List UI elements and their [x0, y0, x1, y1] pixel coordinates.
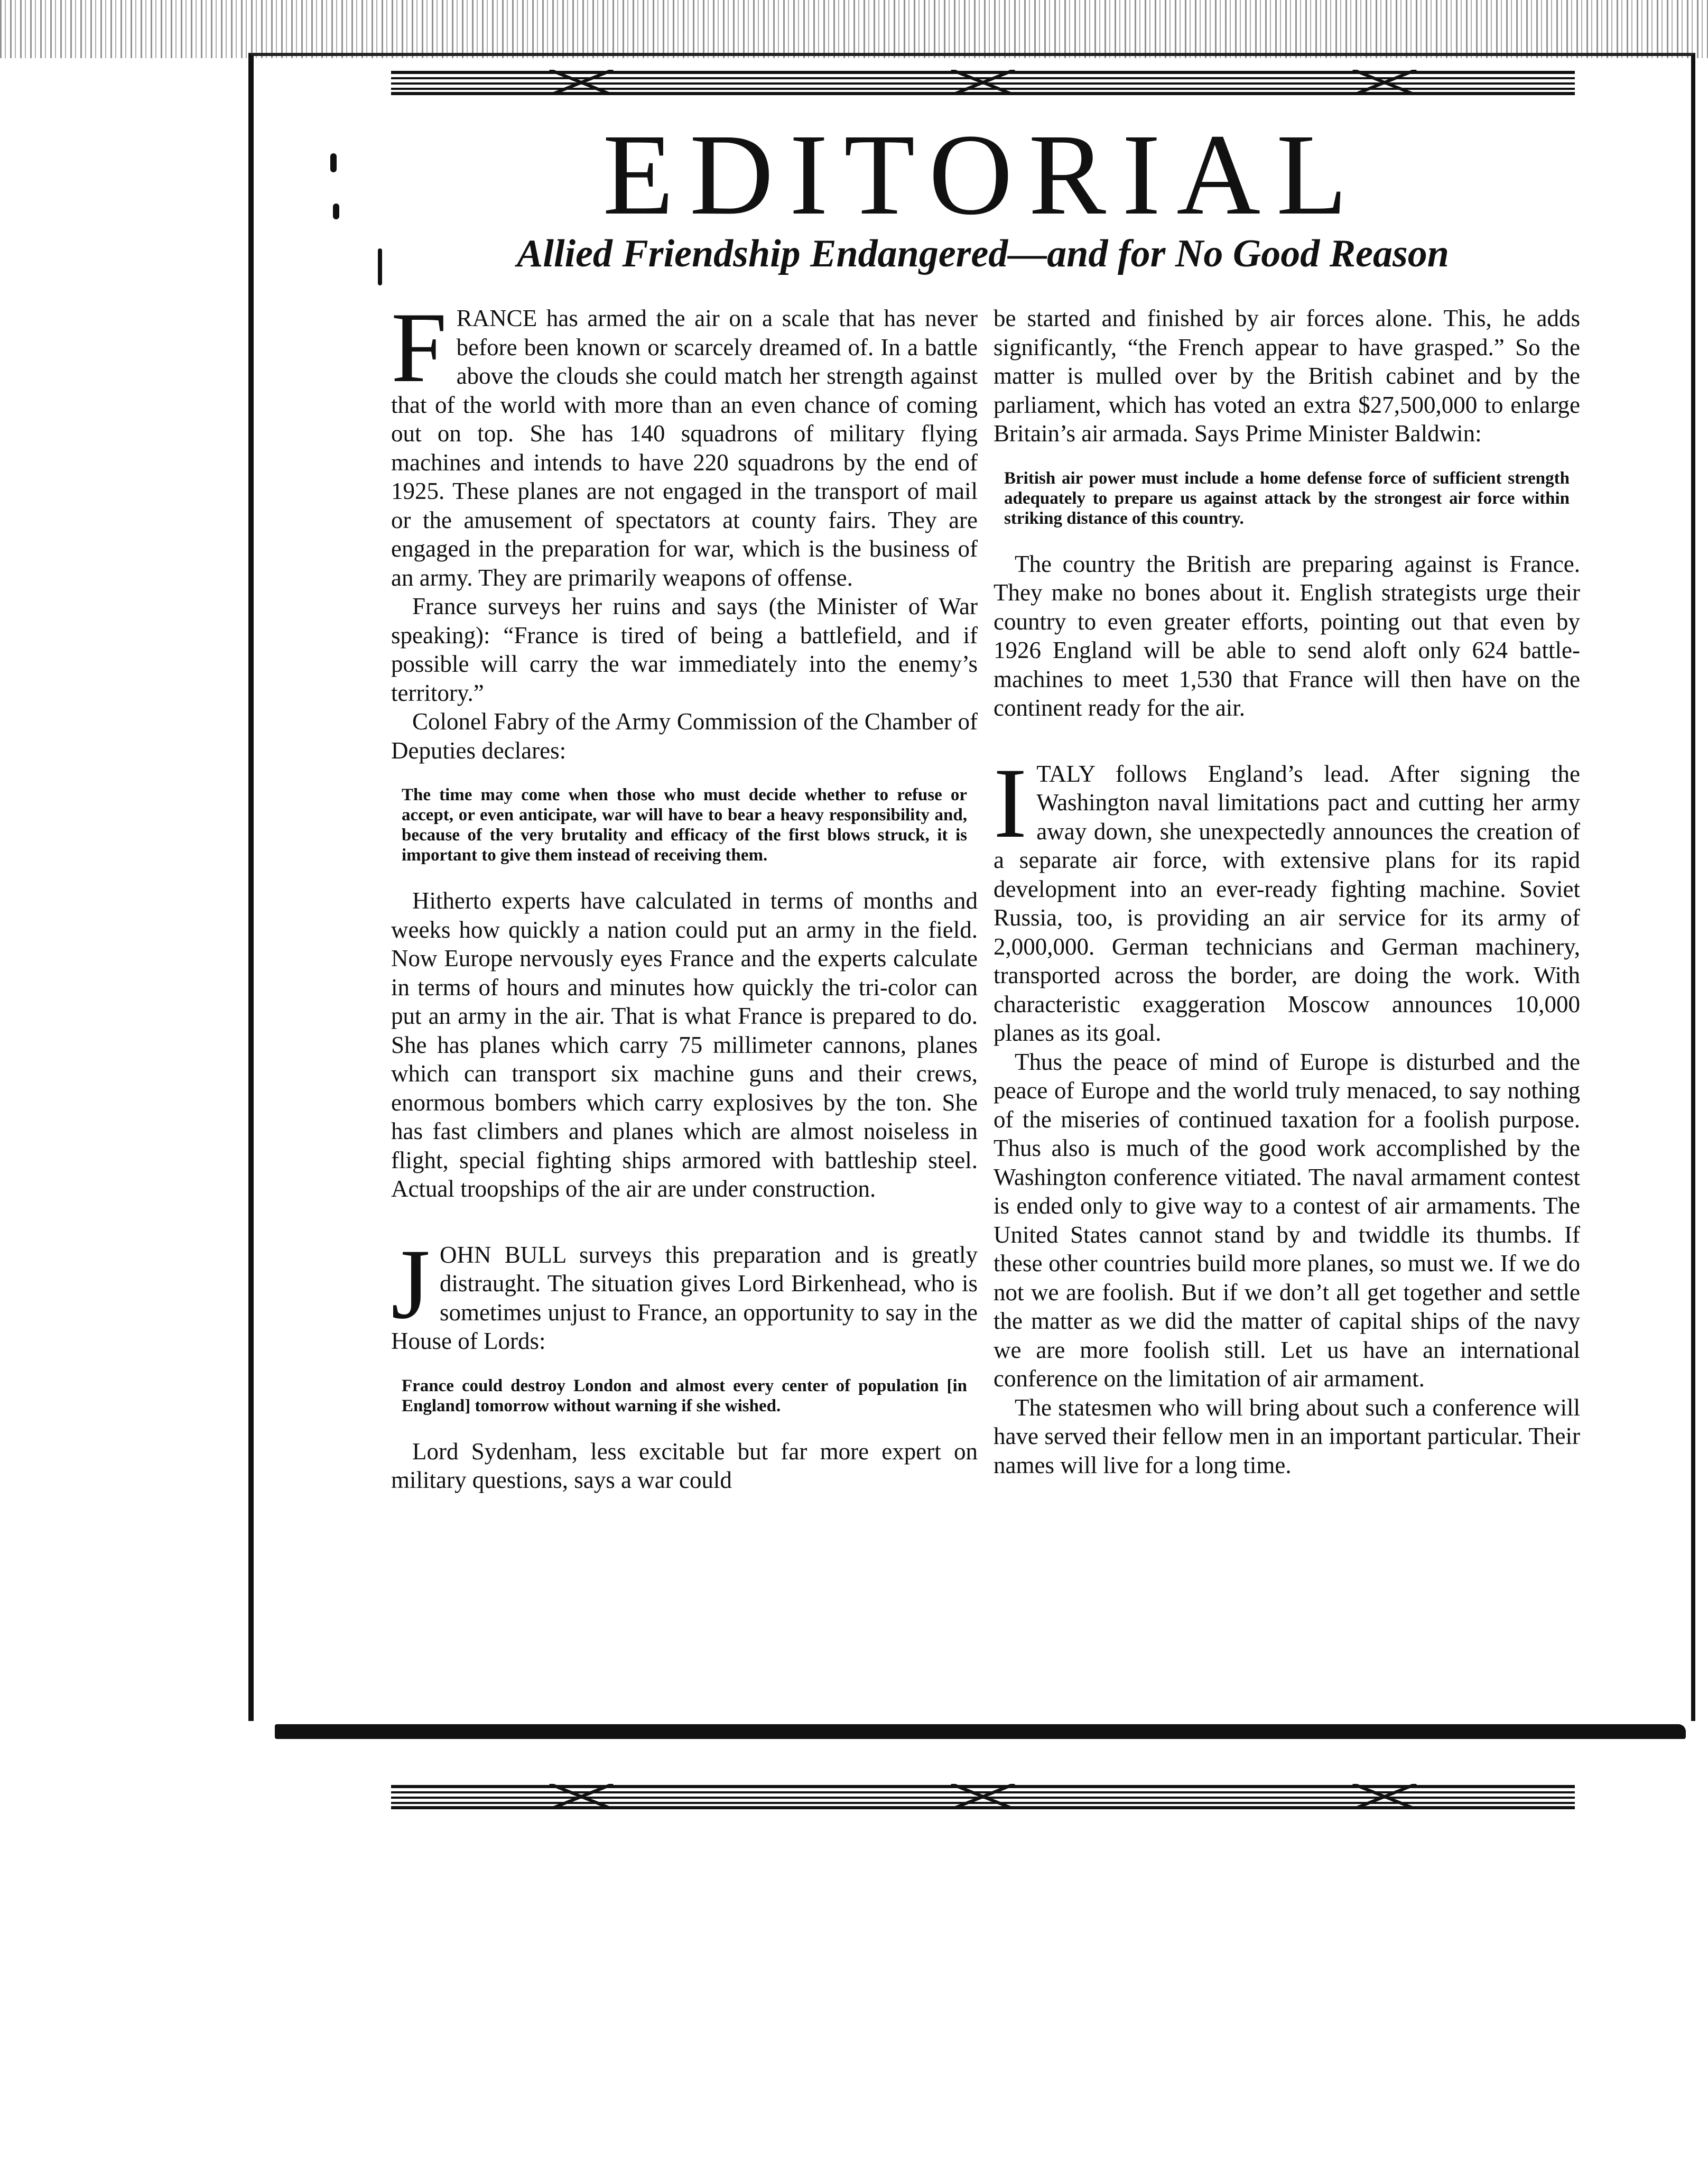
margin-mark [330, 153, 337, 172]
scan-bottom-edge [275, 1724, 1686, 1739]
margin-mark [333, 203, 339, 219]
quote-birkenhead: France could destroy London and almost every center of population [in England] tomorrow without warning if she wished. [402, 1376, 967, 1415]
paragraph-france-surveys: France surveys her ruins and says (the Minister of War speaking): “France is tired of being a battlefield, and if possible will carry the war immediately into the enemy’s territory.” [391, 593, 978, 706]
paragraph-colonel-fabry: Colonel Fabry of the Army Commission of the Chamber of Deputies declares: [391, 708, 978, 764]
paragraph-hitherto-experts: Hitherto experts have calculated in terms of months and weeks how quickly a nation could put an army in the field. Now Europe nervously eyes France and the experts calculate in terms of hours and minutes how quickly the tri-color can put an army in the air. That is what France is prepared to do. She has planes which carry 75 millimeter cannons, planes which can transport six machine guns and their crews, enormous bombers which carry explosives by the ton. She has fast climbers and planes which are almost noiseless in flight, special fighting ships armored with battleship steel. Actual troopships of the air are under construction. [391, 887, 978, 1202]
scan-noise-top [0, 0, 1708, 58]
paragraph-john-bull: JOHN BULL surveys this preparation and is greatly distraught. The situation gives Lord Birkenhead, who is sometimes unjust to France, an opportunity to say in the House of Lords: [391, 1228, 978, 1354]
left-column [391, 292, 978, 1495]
paragraph-country-british: The country the British are preparing against is France. They make no bones about it. English strategists urge their country to even greater efforts, pointing out that even by 1926 England will be able to send aloft only 624 battle-machines to meet 1,530 that France will then have on the continent ready for the air. [994, 550, 1580, 721]
masthead: EDITORIAL [602, 110, 1363, 239]
paragraph-peace-of-mind: Thus the peace of mind of Europe is disturbed and the peace of Europe and the world truly menaced, to say nothing of the miseries of continued taxation for a foolish purpose. Thus also is much of the good work accomplished by the Washington conference vitiated. The naval armament contest is ended only to give way to a contest of air armaments. The United States cannot stand by and twiddle its thumbs. If these other countries build more planes, so must we. If we do not we are foolish. But if we don’t all get together and settle the matter as we did the matter of capital ships of the navy we are more foolish still. Let us have an international conference on the limitation of air armament. [994, 1048, 1580, 1392]
paragraph-france-armed: FRANCE has armed the air on a scale that has never before been known or scarcely dreamed of. In a battle above the clouds she could match her strength against that of the world with more than an even chance of coming out on top. She has 140 squadrons of military flying machines and intends to have 220 squadrons by the end of 1925. These planes are not engaged in the transport of mail or the amusement of spectators at county fairs. They are engaged in the preparation for war, which is the business of an army. They are primarily weapons of offense. [391, 292, 978, 591]
quote-fabry: The time may come when those who must decide whether to refuse or accept, or even anticipate, war will have to bear a heavy responsibility and, because of the very brutality and efficacy of the first blows struck, it is important to give them instead of receiving them. [402, 785, 967, 865]
right-column [994, 304, 1580, 1479]
paragraph-air-forces-alone: be started and finished by air forces alone. This, he adds significantly, “the French appear to have grasped.” So the matter is mulled over by the British cabinet and by the parliament, which has voted an extra $27,500,000 to enlarge Britain’s air armada. Says Prime Minister Baldwin: [994, 305, 1580, 447]
paragraph-lord-sydenham: Lord Sydenham, less excitable but far more expert on military questions, says a war could [391, 1438, 978, 1493]
margin-mark [378, 248, 382, 285]
bottom-ornamental-rule [391, 1784, 1575, 1809]
quote-baldwin: British air power must include a home defense force of sufficient strength adequately to prepare us against attack by the strongest air force within striking distance of this country. [1004, 468, 1570, 528]
paragraph-italy-follows: ITALY follows England’s lead. After signing the Washington naval limitations pact and cutting her army away down, she unexpectedly announces the creation of a separate air force, with extensive plans for its rapid development into an ever-ready fighting machine. Soviet Russia, too, is providing an air service for its army of 2,000,000. German technicians and German machinery, transported across the border, are doing the work. With characteristic exaggeration Moscow announces 10,000 planes as its goal. [994, 747, 1580, 1046]
paragraph-statesmen: The statesmen who will bring about such a conference will have served their fellow men in an important particular. Their names will live for a long time. [994, 1394, 1580, 1478]
top-ornamental-rule [391, 70, 1575, 95]
subtitle: Allied Friendship Endangered—and for No Good Reason [517, 232, 1449, 275]
